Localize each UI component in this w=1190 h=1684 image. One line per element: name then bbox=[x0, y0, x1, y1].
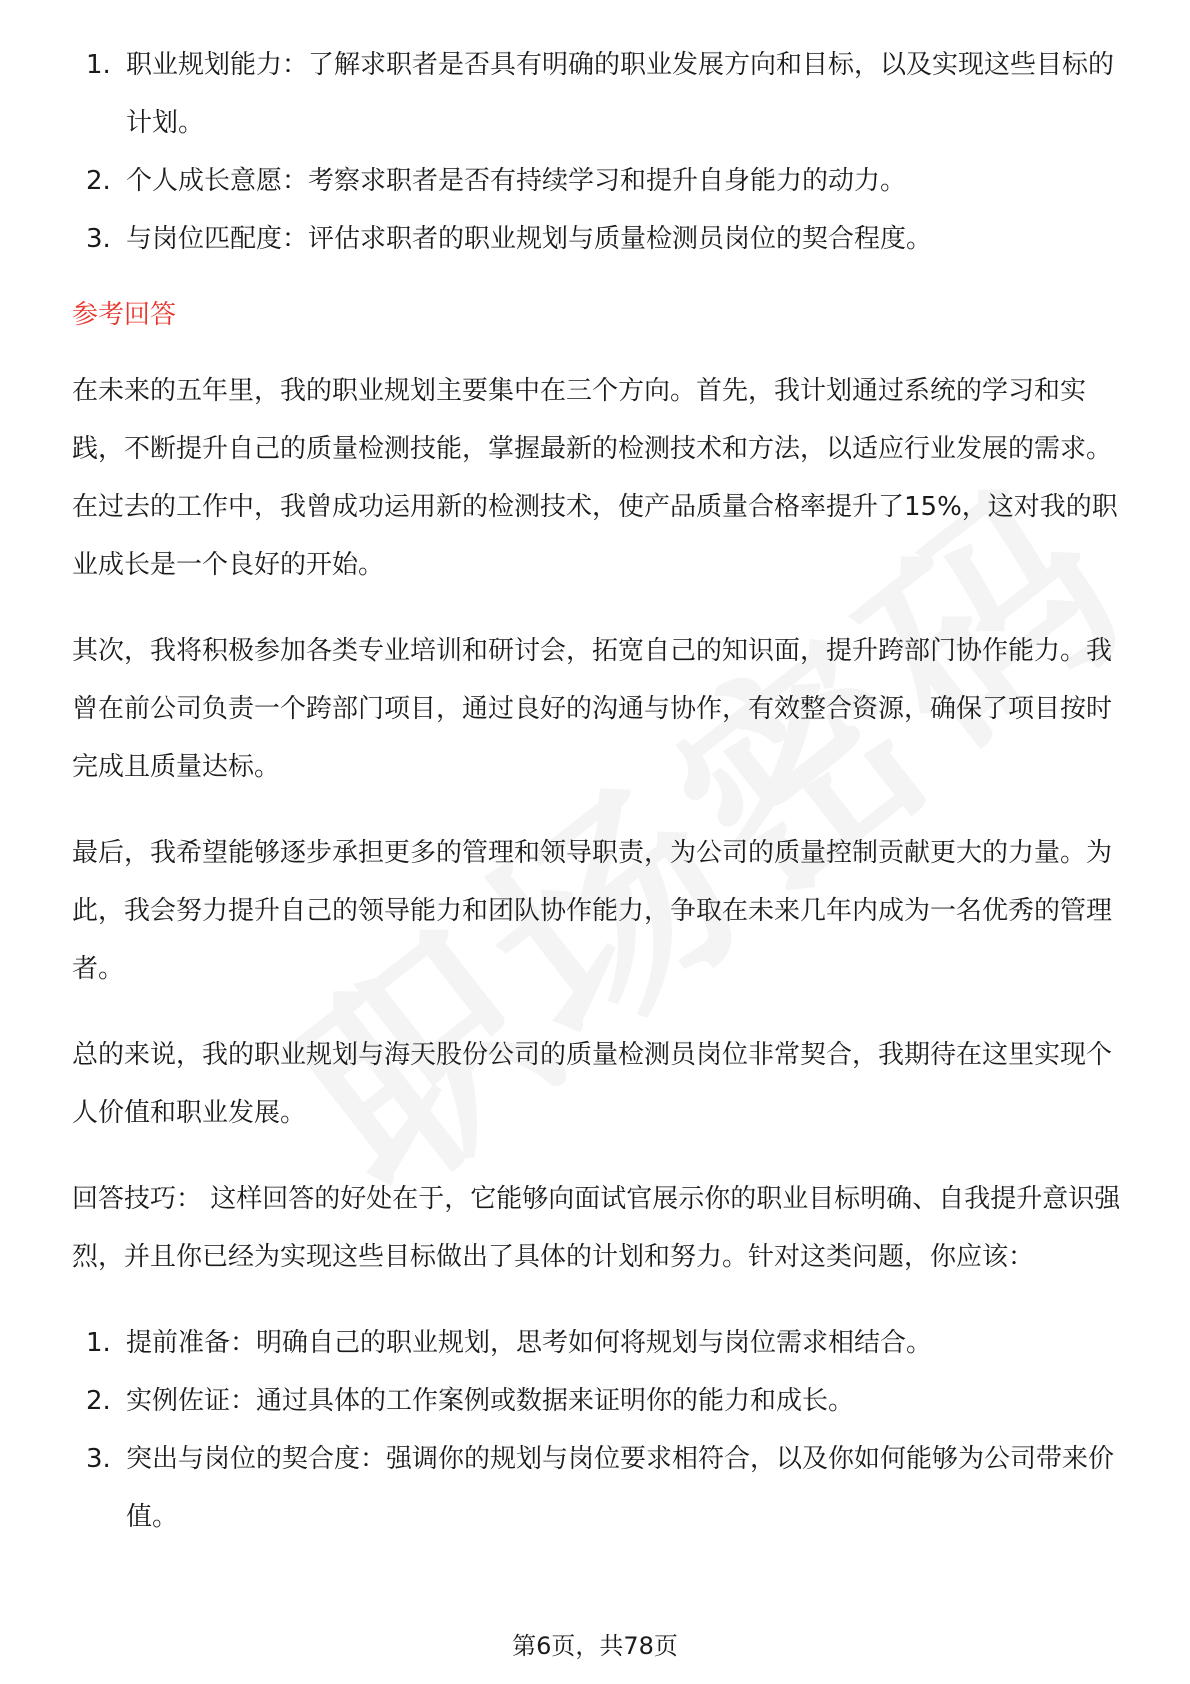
list-item bbox=[72, 1430, 1122, 1546]
list-item-number: 2. bbox=[86, 166, 111, 196]
list-item-text: 实例佐证：通过具体的工作案例或数据来证明你的能力和成长。 bbox=[126, 1386, 855, 1416]
list-item-text: 突出与岗位的契合度：强调你的规划与岗位要求相符合，以及你如何能够为公司带来价值。 bbox=[126, 1444, 1115, 1532]
list-item bbox=[72, 210, 1122, 268]
list-item-text: 提前准备：明确自己的职业规划，思考如何将规划与岗位需求相结合。 bbox=[126, 1328, 933, 1358]
list-item-number: 1. bbox=[86, 50, 111, 80]
list-item-text: 职业规划能力：了解求职者是否具有明确的职业发展方向和目标，以及实现这些目标的计划。 bbox=[126, 50, 1115, 138]
page-number-footer: 第6页，共78页 bbox=[512, 1632, 678, 1660]
answer-paragraph-2: 其次，我将积极参加各类专业培训和研讨会，拓宽自己的知识面，提升跨部门协作能力。我曾在前公司负责一个跨部门项目，通过良好的沟通与协作，有效整合资源，确保了项目按时完成且质量达标。 bbox=[72, 636, 1113, 782]
answer-paragraph-3: 最后，我希望能够逐步承担更多的管理和领导职责，为公司的质量控制贡献更大的力量。为此，我会努力提升自己的领导能力和团队协作能力，争取在未来几年内成为一名优秀的管理者。 bbox=[72, 838, 1113, 984]
page-content bbox=[72, 36, 1122, 1546]
list-item bbox=[72, 36, 1122, 152]
answer-paragraph-4: 总的来说，我的职业规划与海天股份公司的质量检测员岗位非常契合，我期待在这里实现个人价值和职业发展。 bbox=[72, 1040, 1113, 1128]
list-item-number: 2. bbox=[86, 1386, 111, 1416]
answer-tips-paragraph: 回答技巧： 这样回答的好处在于，它能够向面试官展示你的职业目标明确、自我提升意识强烈，并且你已经为实现这些目标做出了具体的计划和努力。针对这类问题，你应该： bbox=[72, 1184, 1121, 1272]
answer-paragraph-1: 在未来的五年里，我的职业规划主要集中在三个方向。首先，我计划通过系统的学习和实践，不断提升自己的质量检测技能，掌握最新的检测技术和方法，以适应行业发展的需求。在过去的工作中，我曾成功运用新的检测技术，使产品质量合格率提升了15%，这对我的职业成长是一个良好的开始。 bbox=[72, 376, 1118, 580]
list-item-number: 1. bbox=[86, 1328, 111, 1358]
list-item bbox=[72, 1314, 1122, 1372]
list-item-number: 3. bbox=[86, 1444, 111, 1474]
list-item-number: 3. bbox=[86, 224, 111, 254]
list-item-text: 个人成长意愿：考察求职者是否有持续学习和提升自身能力的动力。 bbox=[126, 166, 907, 196]
answer-tips-list bbox=[72, 1314, 1122, 1546]
section-title-reference-answer: 参考回答 bbox=[72, 300, 177, 330]
evaluation-points-list bbox=[72, 36, 1122, 268]
list-item bbox=[72, 1372, 1122, 1430]
list-item-text: 与岗位匹配度：评估求职者的职业规划与质量检测员岗位的契合程度。 bbox=[126, 224, 933, 254]
list-item bbox=[72, 152, 1122, 210]
